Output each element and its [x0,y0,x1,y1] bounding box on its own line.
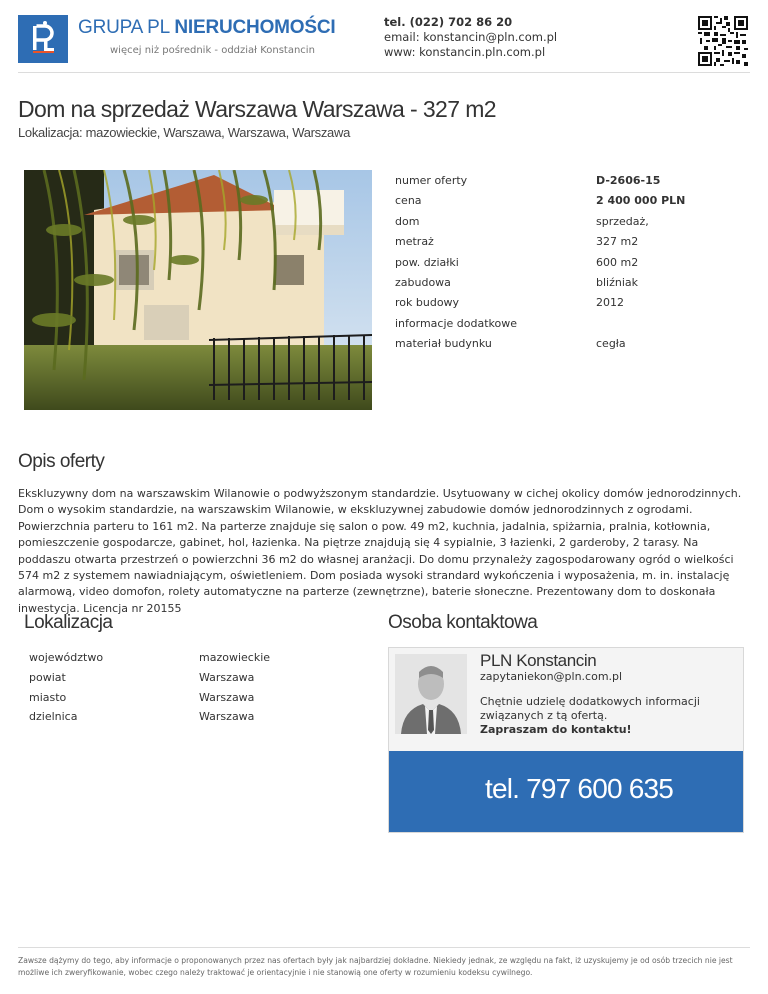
detail-value: cegła [596,337,626,351]
location-summary: Lokalizacja: mazowieckie, Warszawa, Warszawa, Warszawa [18,125,351,140]
contact-phone-box[interactable] [389,751,743,832]
location-key: województwo [29,651,104,664]
qr-code-icon [698,16,748,66]
offer-details-table [395,172,755,356]
detail-key: rok budowy [395,296,460,310]
detail-value: 600 m2 [596,255,639,269]
location-value: Warszawa [199,710,255,724]
detail-key: materiał budynku [395,337,492,351]
detail-row [395,315,755,335]
contact-person-card [388,647,744,833]
detail-row [395,172,755,192]
detail-key: zabudowa [395,275,451,289]
person-avatar-icon [395,654,467,734]
location-key: powiat [29,670,66,684]
agency-email[interactable]: email: konstancin@pln.com.pl [384,30,558,44]
detail-key: pow. działki [395,255,459,269]
contact-person-name: PLN Konstancin [480,651,597,670]
detail-row [395,192,755,212]
contact-phone-number[interactable]: tel. 797 600 635 [485,773,674,804]
detail-row [395,254,755,274]
location-row [29,710,359,730]
detail-key: metraż [395,235,434,249]
property-photo[interactable] [24,170,372,410]
detail-value: 327 m2 [596,235,639,249]
footer-disclaimer: Zawsze dążymy do tego, aby informacje o proponowanych przez nas ofertach były jak najbardziej dokładne. Niekiedy jednak, ze względu na fakt, iż uzyskujemy je od osób trzecich nie jest możliwe ich zweryfikowanie, wobec czego należy traktować je orientacyjnie i nie stanowią one oferty w rozumieniu kodeksu cywilnego. [18,956,733,977]
detail-row [395,335,755,355]
location-value: mazowieckie [199,651,271,664]
detail-key: dom [395,214,420,228]
description-heading: Opis oferty [18,451,105,472]
page-header [0,0,768,72]
detail-value: 2 400 000 PLN [596,194,686,208]
agency-website[interactable]: www: konstancin.pln.com.pl [384,45,546,59]
location-table [29,651,359,730]
brand-name: GRUPA PL NIERUCHOMOŚCI [78,17,336,38]
location-row [29,691,359,711]
pln-logo-icon[interactable] [18,15,68,63]
location-heading: Lokalizacja [24,612,113,633]
agency-phone[interactable]: tel. (022) 702 86 20 [384,15,513,29]
detail-key: cena [395,194,422,208]
detail-value: D-2606-15 [596,174,661,187]
contact-person-note [480,695,730,737]
detail-row [395,233,755,253]
detail-row [395,294,755,314]
contact-person-heading: Osoba kontaktowa [388,612,538,633]
detail-value: sprzedaż, [596,214,649,228]
location-row [29,671,359,691]
detail-value: bliźniak [596,275,639,289]
contact-note-text: Chętnie udzielę dodatkowych informacji związanych z tą ofertą. [480,695,700,722]
footer-divider [18,947,750,948]
detail-row [395,213,755,233]
agency-contact [384,15,557,60]
page-title: Dom na sprzedaż Warszawa Warszawa - 327 m2 [18,96,496,122]
location-value: Warszawa [199,670,255,684]
header-divider [18,72,750,73]
detail-key: informacje dodatkowe [395,316,518,330]
detail-value: 2012 [596,296,624,310]
brand-tagline: więcej niż pośrednik - oddział Konstancin [110,45,315,56]
detail-key: numer oferty [395,174,468,187]
contact-person-email[interactable]: zapytaniekon@pln.com.pl [480,670,623,683]
contact-note-invite: Zapraszam do kontaktu! [480,723,632,736]
location-row [29,651,359,671]
detail-row [395,274,755,294]
location-key: dzielnica [29,710,78,724]
location-value: Warszawa [199,690,255,704]
description-text: Ekskluzywny dom na warszawskim Wilanowie o podwyższonym standardzie. Usytuowany w cichej okolicy domów jednorodzinnych. Dom o wysokim standardzie, na warszawskim Wilanowie, w ekskluzywnej zabudowie domów jednorodzinnych z ogrodami. Powierzchnia parteru to 161 m2. Na parterze znajduje się salon o pow. 49 m2, kuchnia, jadalnia, spiżarnia, pralnia, kotłownia, pomieszczenie gospodarcze, gabinet, hol, łazienka. Na piętrze znajdują się 4 sypialnie, 3 łazienki, 2 garderoby, 2 tarasy. Na poddaszu otwarta przestrzeń o powierzchni 36 m2 do własnej aranżacji. Do domu przynależy zagospodarowany ogród o wielkości 574 m2 z systemem nawiadniającym, oświetleniem. Dom posiada wysoki strandard wykończenia i wyposażenia, m. in. instalację alarmową, video domofon, rolety automatyczne na parterze (zewnętrzne), baterie słoneczne. Prezentowany dom to doskonała inwestycja. Licencja nr 20155 [18,487,742,615]
location-key: miasto [29,690,67,704]
